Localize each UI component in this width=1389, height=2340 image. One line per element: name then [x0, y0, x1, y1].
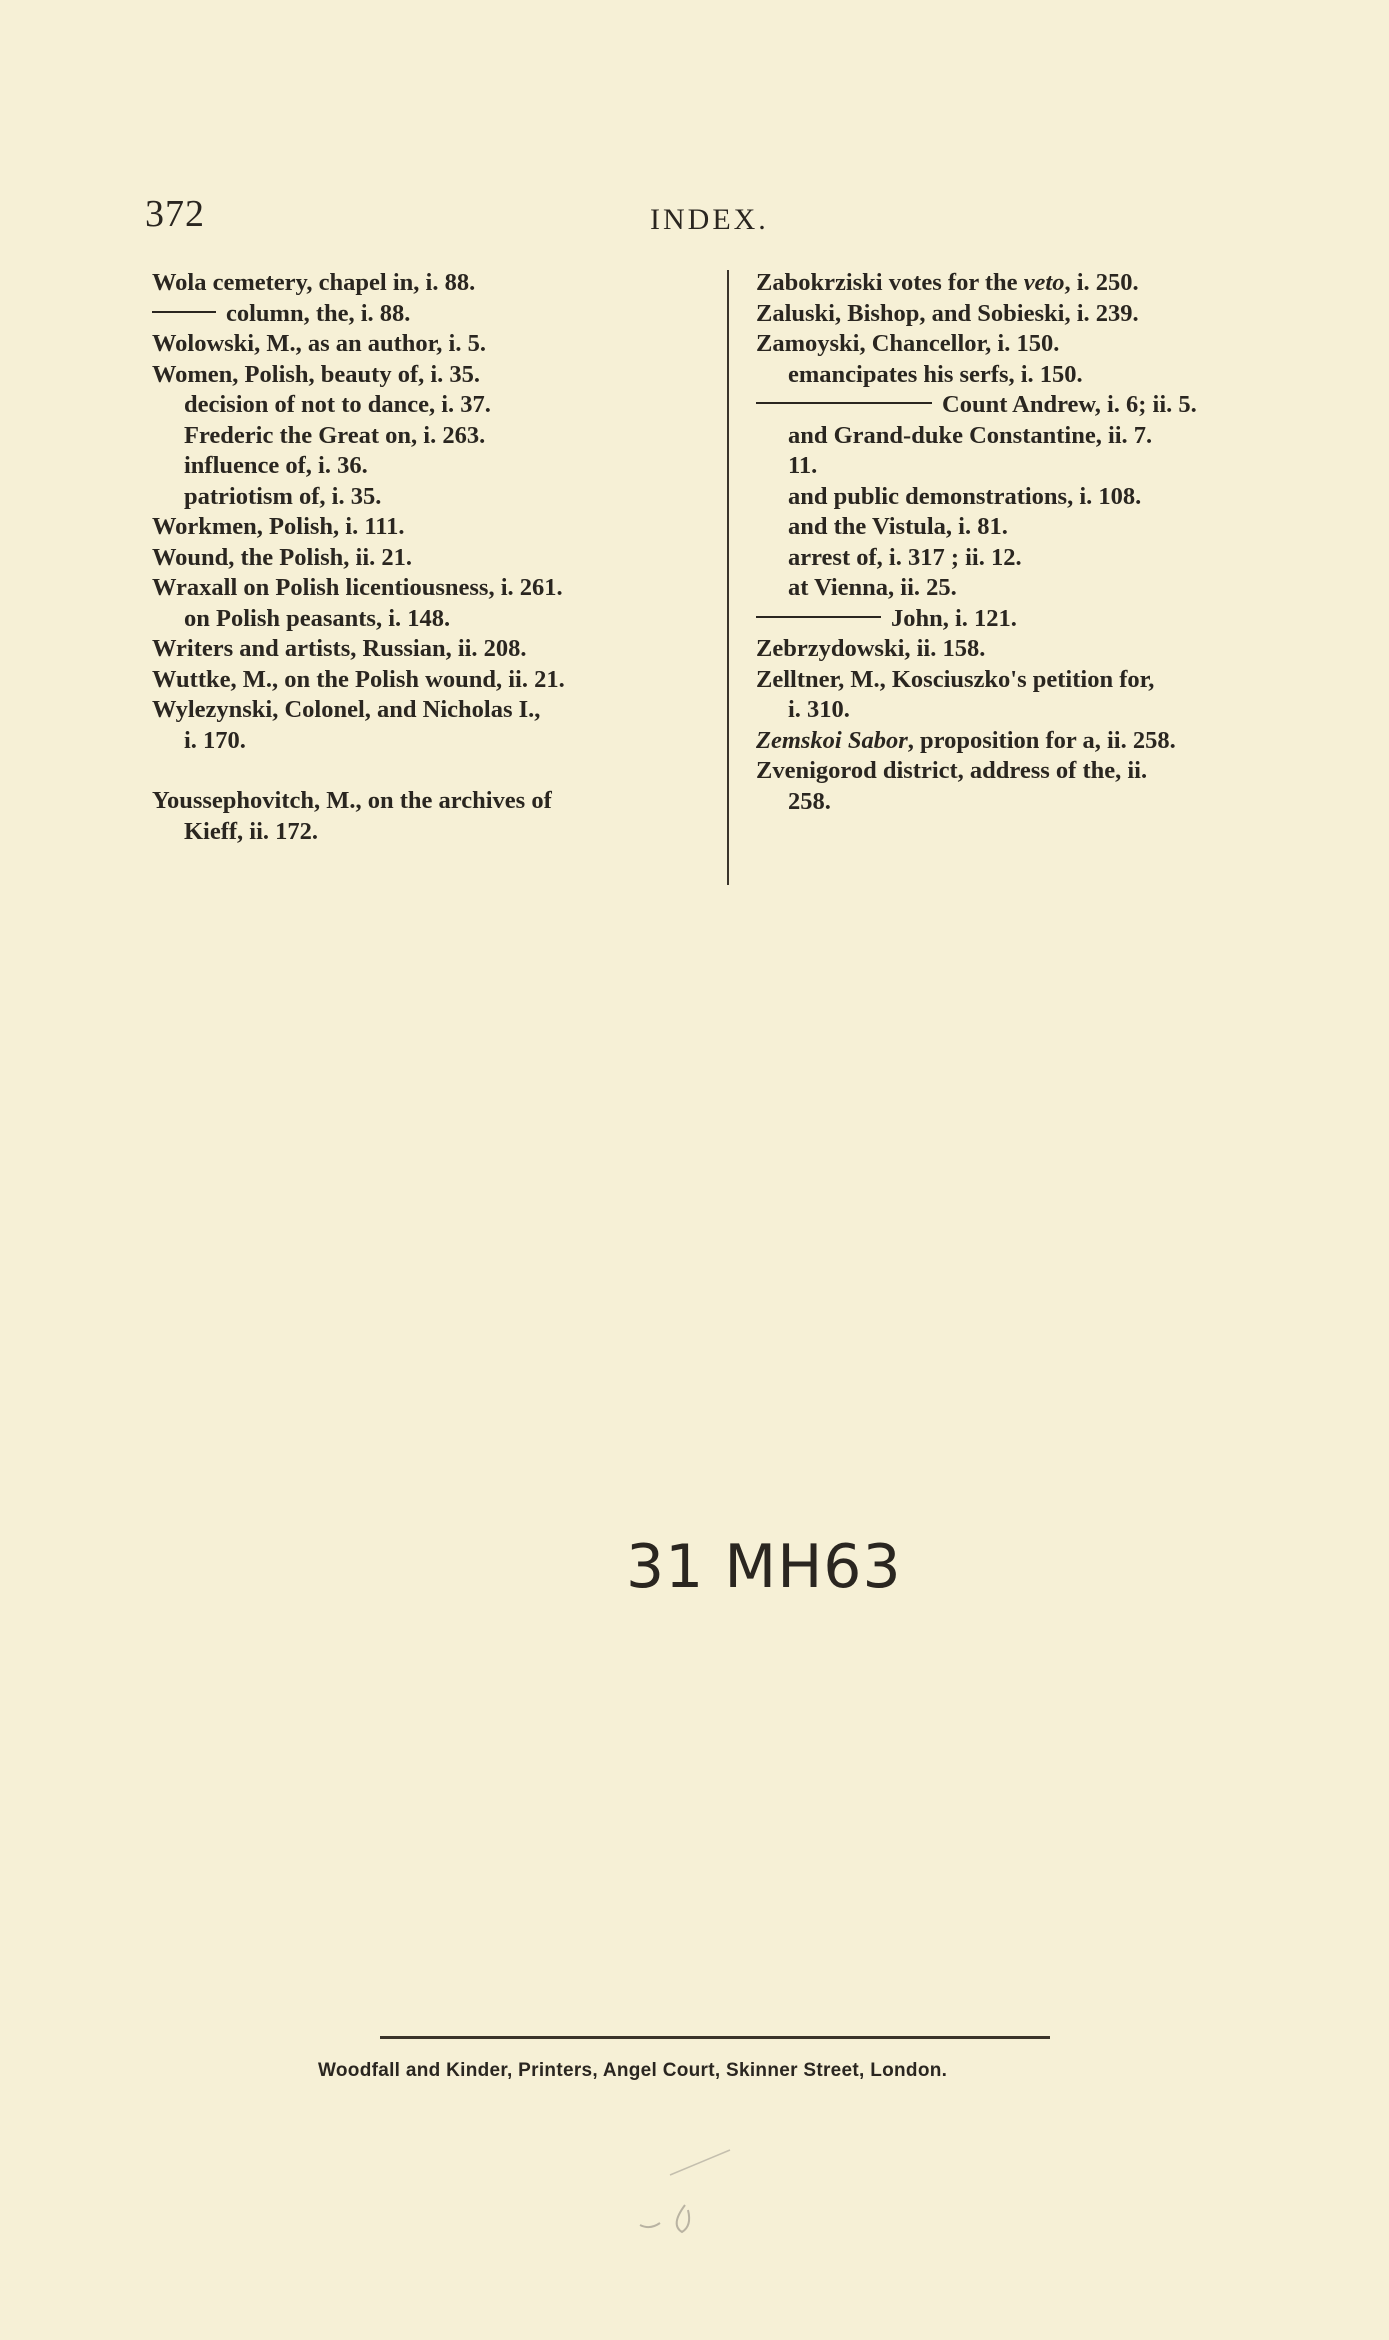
index-entry: influence of, i. 36. — [184, 452, 368, 479]
index-entry: Zaluski, Bishop, and Sobieski, i. 239. — [756, 299, 1139, 327]
index-entry: Writers and artists, Russian, ii. 208. — [152, 635, 527, 662]
running-title: INDEX. — [650, 203, 769, 236]
index-entry: 258. — [788, 787, 831, 815]
index-entry: and public demonstrations, i. 108. — [788, 482, 1142, 510]
index-entry: Zebrzydowski, ii. 158. — [756, 635, 986, 662]
index-entry: Wolowski, M., as an author, i. 5. — [152, 330, 486, 357]
entry-text: Zabokrziski votes for the — [756, 269, 1024, 296]
index-entry: Youssephovitch, M., on the archives of — [152, 787, 552, 814]
index-entry: patriotism of, i. 35. — [184, 482, 382, 510]
index-entry: Zamoyski, Chancellor, i. 150. — [756, 330, 1060, 357]
index-entry — [756, 726, 1316, 757]
index-entry: Women, Polish, beauty of, i. 35. — [152, 360, 481, 388]
index-entry — [756, 604, 1316, 635]
index-entry: Wraxall on Polish licentiousness, i. 261. — [152, 574, 563, 601]
index-entry — [756, 390, 1316, 421]
entry-text: column, the, i. 88. — [226, 299, 411, 327]
library-shelfmark: 31 MH63 — [626, 1532, 902, 1602]
index-entry — [756, 268, 1316, 299]
index-entry: i. 170. — [184, 726, 246, 754]
index-entry: Workmen, Polish, i. 111. — [152, 513, 405, 540]
page-number: 372 — [145, 193, 205, 235]
footer-rule — [380, 2036, 1050, 2039]
index-entry: i. 310. — [788, 696, 850, 723]
index-entry: arrest of, i. 317 ; ii. 12. — [788, 543, 1022, 571]
pencil-mark-icon — [630, 2130, 760, 2240]
entry-text-after: , proposition for a, ii. 258. — [907, 726, 1176, 754]
index-entry: emancipates his serfs, i. 150. — [788, 360, 1083, 388]
index-entry: Wylezynski, Colonel, and Nicholas I., — [152, 696, 541, 723]
index-entry: Wuttke, M., on the Polish wound, ii. 21. — [152, 665, 565, 693]
index-entry: at Vienna, ii. 25. — [788, 574, 957, 601]
entry-text: John, i. 121. — [891, 604, 1017, 632]
ditto-dash — [756, 616, 881, 618]
index-entry: Zvenigorod district, address of the, ii. — [756, 757, 1148, 784]
index-entry: decision of not to dance, i. 37. — [184, 391, 491, 418]
column-divider — [727, 270, 729, 885]
entry-italic-term: veto — [1023, 269, 1065, 296]
index-entry: on Polish peasants, i. 148. — [184, 604, 451, 632]
entry-italic-term: Zemskoi Sabor — [756, 726, 908, 754]
index-entry: Zelltner, M., Kosciuszko's petition for, — [756, 665, 1155, 693]
index-entry: and the Vistula, i. 81. — [788, 513, 1008, 540]
index-entry: Kieff, ii. 172. — [184, 817, 319, 845]
index-entry: Frederic the Great on, i. 263. — [184, 421, 486, 449]
index-column-left — [152, 268, 707, 847]
index-entry: Wound, the Polish, ii. 21. — [152, 543, 413, 571]
printer-imprint: Woodfall and Kinder, Printers, Angel Court, Skinner Street, London. — [318, 2060, 948, 2081]
index-column-right — [756, 268, 1316, 817]
index-entry: Wola cemetery, chapel in, i. 88. — [152, 269, 476, 296]
index-entry: and Grand-duke Constantine, ii. 7. — [788, 421, 1153, 449]
entry-spacer — [152, 756, 707, 786]
entry-text: Count Andrew, i. 6; ii. 5. — [942, 391, 1197, 418]
entry-text-after: , i. 250. — [1064, 269, 1139, 296]
ditto-dash — [152, 311, 216, 313]
index-entry: 11. — [788, 452, 818, 479]
index-entry — [152, 299, 707, 330]
ditto-dash — [756, 402, 932, 404]
